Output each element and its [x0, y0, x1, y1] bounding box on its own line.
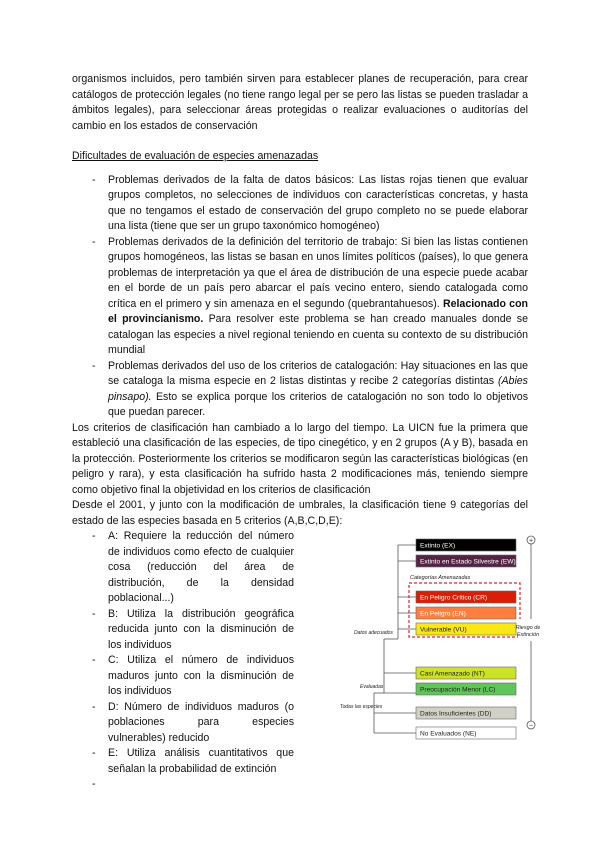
all-species-label: Todas las especies	[340, 704, 383, 710]
problems-list	[72, 173, 528, 421]
intro-paragraph: organismos incluidos, pero también sirven para establecer planes de recuperación, para crear catálogos de protección legales (no tiene rango legal per se pero las listas se pueden trasladar a ámbitos legales), para seleccionar áreas protegidas o realizar evaluaciones o auditorías del cambio en los estados de conservación	[72, 73, 528, 132]
category-box	[416, 555, 516, 567]
category-box	[416, 727, 516, 739]
category-boxes	[416, 539, 516, 739]
threatened-group-label: Categorías Amenazadas	[410, 575, 471, 581]
category-label: Extinto en Estado Silvestre (EW)	[420, 558, 516, 566]
category-box	[416, 683, 516, 695]
criteria-history-paragraph: Los criterios de clasificación han cambiado a lo largo del tiempo. La UICN fue la primera que estableció una clasificación de las especies, de tipo cinegético, y en 2 grupos (A y B), basada en la protección. Posteriormente los criterios se modificaron según las características biológicas (en peligro y rara), y esta clasificación ha sufrido hasta 2 modificaciones más, teniendo siempre como objetivo final la objetividad en los criterios de clasificación	[72, 421, 528, 496]
category-box	[416, 667, 516, 679]
criterion-item	[72, 777, 294, 792]
category-box	[416, 539, 516, 551]
document-page	[72, 72, 540, 792]
category-label: Vulnerable (VU)	[420, 626, 467, 634]
criteria-list	[72, 529, 294, 792]
criterion-item: - B: Utiliza la distribución geográfica reducida junto con la disminución de los individuos	[72, 607, 294, 654]
criteria-section	[72, 529, 540, 792]
category-label: No Evaluados (NE)	[420, 730, 477, 738]
iucn-categories-diagram	[340, 533, 540, 743]
risk-label: Riesgo de Extinción	[515, 625, 540, 638]
category-box	[416, 623, 516, 635]
bold-emphasis: Relacionado con el provincianismo.	[108, 297, 529, 325]
problem-item: - Problemas derivados de la definición del territorio de trabajo: Si bien las listas contienen grupos homogéneos, las listas se basan en unos límites políticos (países), lo que genera problemas de interpretación ya que el área de distribución de una especie puede acabar en el borde de un país pero abarcar el país vecino entero, siendo catalogada como crítica en el primero y sin amenaza en el segundo (quebrantahuesos). Relacionado con el provincianismo. Para resolver este problema se han creado manuales donde se catalogan las especies a nivel regional teniendo en cuenta su contexto de su distribución mundial	[72, 235, 528, 359]
category-box	[416, 707, 516, 719]
category-label: Datos Insuficientes (DD)	[420, 710, 492, 718]
criterion-item: - C: Utiliza el número de individuos maduros junto con la disminución de los individuos	[72, 653, 294, 700]
section-heading: Dificultades de evaluación de especies amenazadas	[72, 150, 319, 162]
category-label: Preocupación Menor (LC)	[420, 686, 496, 694]
categories-paragraph: Desde el 2001, y junto con la modificación de umbrales, la clasificación tiene 9 categorías del estado de las especies basada en 5 criterios (A,B,C,D,E):	[72, 499, 528, 527]
criterion-item: - A: Requiere la reducción del número de individuos como efecto de cualquier cosa (reducción del área de distribución, de la densidad poblacional...)	[72, 529, 294, 607]
plus-sign: +	[528, 537, 534, 545]
criterion-item: - E: Utiliza análisis cuantitativos que señalan la probabilidad de extinción	[72, 746, 294, 777]
evaluated-label: Evaluadas	[360, 684, 384, 690]
category-box	[416, 591, 516, 603]
category-label: Casi Amenazado (NT)	[420, 670, 485, 678]
category-label: En Peligro Crítico (CR)	[420, 594, 488, 602]
italic-species-name: (Abies pinsapo).	[108, 375, 528, 403]
category-box	[416, 607, 516, 619]
problem-item: - Problemas derivados del uso de los criterios de catalogación: Hay situaciones en las que se cataloga la misma especie en 2 listas distintas y recibe 2 categorías distintas (Abies pinsapo). Esto se explica porque los criterios de catalogación no son todo lo objetivos que puedan parecer.	[72, 359, 528, 421]
adequate-data-label: Datos adecuados	[354, 630, 393, 636]
category-label: Extinto (EX)	[420, 542, 456, 550]
category-label: En Peligro (EN)	[420, 610, 466, 618]
problem-item: - Problemas derivados de la falta de datos básicos: Las listas rojas tienen que evaluar grupos completos, no selecciones de individuos con características concretas, y hasta que no tengamos el estado de conservación del grupo completo no se puede elaborar una lista (tiene que ser un grupo taxonómico homogéneo)	[72, 173, 528, 235]
minus-sign: −	[528, 722, 534, 730]
criterion-item: - D: Número de individuos maduros (o poblaciones para especies vulnerables) reducido	[72, 700, 294, 747]
